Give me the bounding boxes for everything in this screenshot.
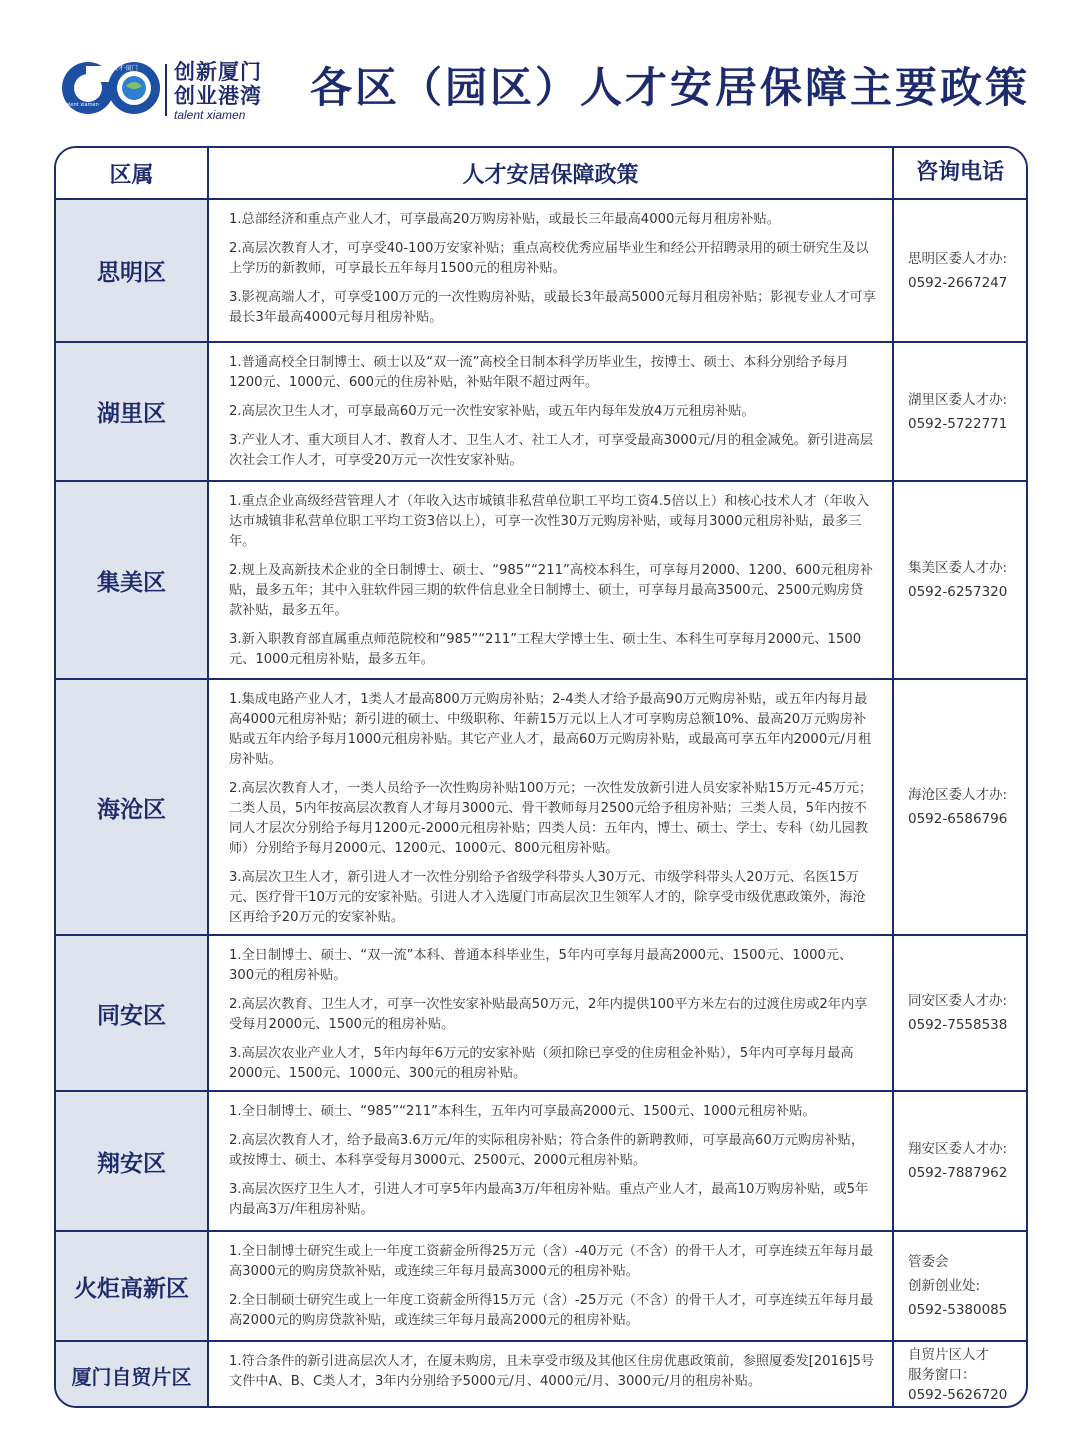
policy-item: 1.全日制博士、硕士、“双一流”本科、普通本科毕业生，5年内可享每月最高2000元、1500元、1000元、300元的租房补贴。 [229, 948, 853, 983]
policy-item: 1.全日制博士、硕士、“985”“211”本科生，五年内可享最高2000元、1500元、1000元租房补贴。 [229, 1104, 816, 1119]
contact-cell [894, 482, 1026, 678]
district-name: 翔安区 [56, 1092, 209, 1230]
table-row [56, 1092, 1026, 1232]
contact-cell [894, 1342, 1026, 1408]
contact-phone: 0592-7558538 [908, 1017, 1008, 1033]
contact-line: 集美区委人才办: [908, 560, 1008, 576]
policy-table [54, 146, 1028, 1408]
policy-item: 3.新入职教育部直属重点师范院校和“985”“211”工程大学博士生、硕士生、本科生可享每月2000元、1500元、1000元租房补贴，最多五年。 [229, 632, 862, 667]
contact-cell [894, 1092, 1026, 1230]
district-name: 同安区 [56, 936, 209, 1090]
brand-line2: 创业港湾 [174, 84, 262, 108]
contact-cell [894, 936, 1026, 1090]
policy-cell [209, 482, 894, 678]
brand-divider [165, 64, 167, 116]
table-row [56, 343, 1026, 482]
contact-line: 思明区委人才办: [908, 250, 1008, 267]
header-district: 区属 [56, 148, 209, 198]
table-row [56, 936, 1026, 1092]
policy-item: 3.高层次卫生人才，新引进人才一次性分别给予省级学科带头人30万元、市级学科带头人20万元、名医15万元、医疗骨干10万元的安家补贴。引进人才入选厦门市高层次卫生领军人才的，除享受市级优惠政策外，海沧区再给予20万元的安家补贴。 [229, 870, 866, 925]
brand-line1: 创新厦门 [174, 60, 262, 84]
policy-item: 1.集成电路产业人才，1类人才最高800万元购房补贴；2-4类人才给予最高90万元购房补贴，或五年内每月最高4000元租房补贴；新引进的硕士、中级职称、年薪15万元以上人才可享购房总额10%、最高20万元购房补贴或五年内给予每月1000元租房补贴。其它产业人才，最高60万元购房补贴，或最高可享五年内2000元/月租房补贴。 [229, 692, 872, 767]
contact-line: 服务窗口： [908, 1367, 976, 1383]
policy-cell [209, 200, 894, 341]
district-name: 海沧区 [56, 680, 209, 934]
table-row [56, 200, 1026, 343]
policy-item: 2.高层次教育人才，给予最高3.6万元/年的实际租房补贴；符合条件的新聘教师，可享最高60万元购房补贴，或按博士、硕士、本科享受每月3000元、2500元、2000元租房补贴。 [229, 1133, 865, 1168]
brand-line3: talent xiamen [174, 108, 246, 122]
page-header [0, 0, 1080, 140]
policy-item: 2.高层次卫生人才，可享最高60万元一次性安家补贴，或五年内每年发放4万元租房补贴。 [229, 404, 755, 419]
district-name: 集美区 [56, 482, 209, 678]
page-title: 各区（园区）人才安居保障主要政策 [309, 63, 1030, 112]
table-row [56, 1232, 1026, 1342]
table-row [56, 1342, 1026, 1408]
logo-text: 人才·厦门 [112, 65, 138, 72]
contact-phone: 0592-2667247 [908, 274, 1008, 291]
policy-item: 3.高层次农业产业人才，5年内每年6万元的安家补贴（须扣除已享受的住房租金补贴），5年内可享每月最高2000元、1500元、1000元、300元的租房补贴。 [229, 1046, 854, 1081]
table-row [56, 680, 1026, 936]
policy-item: 1.总部经济和重点产业人才，可享最高20万购房补贴，或最长三年最高4000元每月租房补贴。 [229, 212, 780, 227]
contact-phone: 0592-5722771 [908, 415, 1008, 432]
contact-line: 同安区委人才办: [908, 993, 1008, 1009]
district-name: 湖里区 [56, 343, 209, 480]
policy-cell [209, 1232, 894, 1340]
policy-item: 2.规上及高新技术企业的全日制博士、硕士、“985”“211”高校本科生，可享每月2000、1200、600元租房补贴，最多五年；其中入驻软件园三期的软件信息业全日制博士、硕士，可享每月最高3500元、2500元购房贷款补贴，最多五年。 [229, 563, 874, 618]
district-name: 厦门自贸片区 [56, 1342, 209, 1408]
policy-cell [209, 680, 894, 934]
contact-line: 翔安区委人才办: [908, 1141, 1008, 1157]
contact-cell [894, 680, 1026, 934]
contact-phone: 0592-7887962 [908, 1165, 1008, 1181]
contact-phone: 0592-6257320 [908, 584, 1008, 600]
contact-line: 自贸片区人才 [908, 1347, 989, 1363]
policy-item: 3.影视高端人才，可享受100万元的一次性购房补贴，或最长3年最高5000元每月租房补贴；影视专业人才可享最长3年最高4000元每月租房补贴。 [229, 290, 876, 325]
policy-item: 1.重点企业高级经营管理人才（年收入达市城镇非私营单位职工平均工资4.5倍以上）和核心技术人才（年收入达市城镇非私营单位职工平均工资3倍以上），可享一次性30万元购房补贴，或每月3000元租房补贴，最多三年。 [229, 494, 870, 549]
policy-item: 3.产业人才、重大项目人才、教育人才、卫生人才、社工人才，可享受最高3000元/月的租金减免。新引进高层次社会工作人才，可享受20万元一次性安家补贴。 [229, 433, 874, 468]
table-header-row [56, 148, 1026, 200]
contact-phone: 0592-5626720 [908, 1387, 1008, 1403]
contact-line: 创新创业处: [908, 1278, 981, 1294]
brand-name [174, 60, 262, 122]
policy-cell [209, 1092, 894, 1230]
policy-item: 2.高层次教育人才，可享受40-100万安家补贴；重点高校优秀应届毕业生和经公开招聘录用的硕士研究生及以上学历的新教师，可享最长五年每月1500元的租房补贴。 [229, 241, 869, 276]
contact-line: 海沧区委人才办: [908, 787, 1008, 803]
table-row [56, 482, 1026, 680]
header-policy: 人才安居保障政策 [209, 148, 894, 198]
contact-line: 管委会 [908, 1254, 949, 1270]
policy-cell [209, 936, 894, 1090]
district-name: 火炬高新区 [56, 1232, 209, 1340]
contact-line: 湖里区委人才办: [908, 391, 1008, 408]
contact-cell [894, 200, 1026, 341]
policy-item: 3.高层次医疗卫生人才，引进人才可享5年内最高3万/年租房补贴。重点产业人才，最高10万购房补贴，或5年内最高3万/年租房补贴。 [229, 1182, 869, 1217]
contact-cell [894, 1232, 1026, 1340]
policy-item: 1.符合条件的新引进高层次人才，在厦未购房，且未享受市级及其他区住房优惠政策前，参照厦委发[2016]5号文件中A、B、C类人才，3年内分别给予5000元/月、4000元/月、3000元/月的租房补贴。 [229, 1354, 875, 1389]
policy-item: 1.普通高校全日制博士、硕士以及“双一流”高校全日制本科学历毕业生，按博士、硕士、本科分别给予每月1200元、1000元、600元的住房补贴，补贴年限不超过两年。 [229, 355, 849, 390]
contact-cell [894, 343, 1026, 480]
policy-cell [209, 343, 894, 480]
policy-item: 2.全日制硕士研究生或上一年度工资薪金所得15万元（含）-25万元（不含）的骨干人才，可享连续五年每月最高2000元的购房贷款补贴，或连续三年每月最高2000元的租房补贴。 [229, 1293, 874, 1328]
policy-item: 2.高层次教育人才，一类人员给予一次性购房补贴100万元；一次性发放新引进人员安家补贴15万元-45万元；二类人员，5内年按高层次教育人才每月3000元、骨干教师每月2500元给予租房补贴；三类人员，5年内按不同人才层次分别给予每月1200元-2000元租房补贴；四类人员：五年内，博士、硕士、学士、专科（幼儿园教师）分别给予每月2000元、1200元、1000元、800元租房补贴。 [229, 781, 873, 856]
contact-phone: 0592-6586796 [908, 811, 1008, 827]
policy-item: 2.高层次教育、卫生人才，可享一次性安家补贴最高50万元，2年内提供100平方米左右的过渡住房或2年内享受每月2000元、1500元的租房补贴。 [229, 997, 868, 1032]
contact-phone: 0592-5380085 [908, 1302, 1008, 1318]
logo-sub: talent xiamen [64, 102, 99, 108]
policy-item: 1.全日制博士研究生或上一年度工资薪金所得25万元（含）-40万元（不含）的骨干人才，可享连续五年每月最高3000元的购房贷款补贴，或连续三年每月最高3000元的租房补贴。 [229, 1244, 874, 1279]
district-name: 思明区 [56, 200, 209, 341]
header-contact: 咨询电话 [894, 148, 1026, 198]
policy-cell [209, 1342, 894, 1408]
talent-xiamen-logo-icon [60, 56, 170, 120]
